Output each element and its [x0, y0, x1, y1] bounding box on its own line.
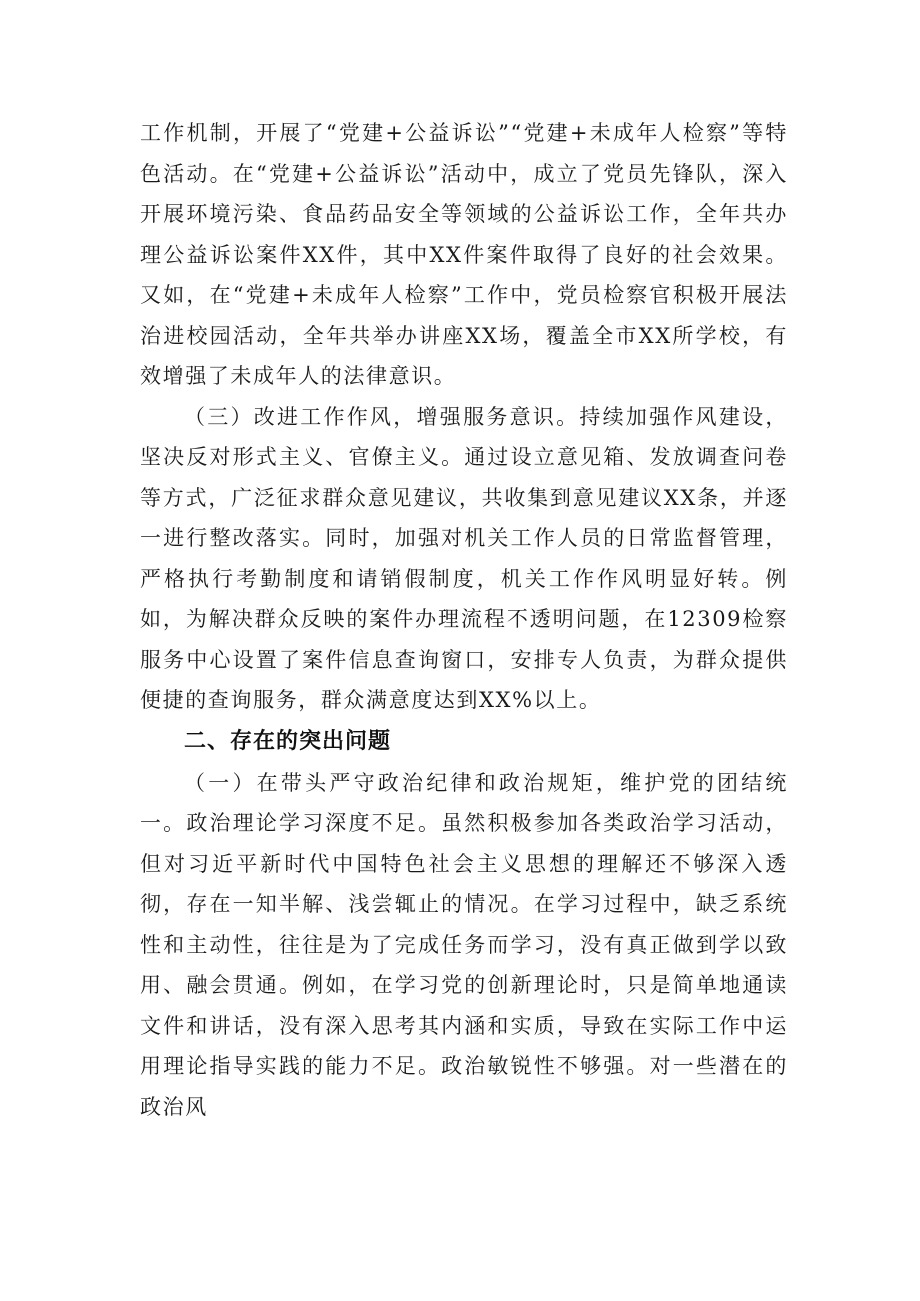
document-body [140, 113, 788, 1127]
paragraph-work-mechanism: 工作机制，开展了“党建+公益诉讼”“党建+未成年人检察”等特色活动。在“党建+公益诉讼”活动中，成立了党员先锋队，深入开展环境污染、食品药品安全等领域的公益诉讼工作，全年共办理公益诉讼案件XX件，其中XX件案件取得了良好的社会效果。又如，在“党建+未成年人检察”工作中，党员检察官积极开展法治进校园活动，全年共举办讲座XX场，覆盖全市XX所学校，有效增强了未成年人的法律意识。 [140, 121, 788, 388]
section-heading-problems: 二、存在的突出问题 [184, 728, 392, 754]
paragraph-work-style: （三）改进工作作风，增强服务意识。持续加强作风建设，坚决反对形式主义、官僚主义。通过设立意见箱、发放调查问卷等方式，广泛征求群众意见建议，共收集到意见建议XX条，并逐一进行整改落实。同时，加强对机关工作人员的日常监督管理，严格执行考勤制度和请销假制度，机关工作作风明显好转。例如，为解决群众反映的案件办理流程不透明问题，在12309检察服务中心设置了案件信息查询窗口，安排专人负责，为群众提供便捷的查询服务，群众满意度达到XX%以上。 [140, 404, 788, 712]
paragraph-political-discipline: （一）在带头严守政治纪律和政治规矩，维护党的团结统一。政治理论学习深度不足。虽然积极参加各类政治学习活动，但对习近平新时代中国特色社会主义思想的理解还不够深入透彻，存在一知半解、浅尝辄止的情况。在学习过程中，缺乏系统性和主动性，往往是为了完成任务而学习，没有真正做到学以致用、融会贯通。例如，在学习党的创新理论时，只是简单地通读文件和讲话，没有深入思考其内涵和实质，导致在实际工作中运用理论指导实践的能力不足。政治敏锐性不够强。对一些潜在的政治风 [140, 770, 788, 1119]
